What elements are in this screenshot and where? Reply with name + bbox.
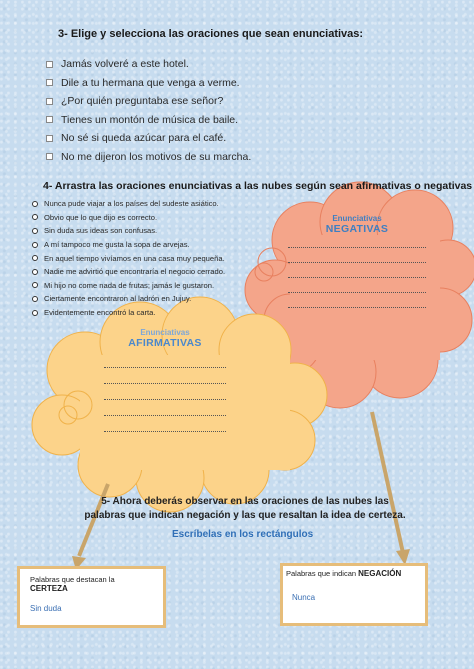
checkbox[interactable] bbox=[46, 135, 53, 142]
section5-line2: palabras que indican negación y las que resaltan la idea de certeza. bbox=[84, 509, 406, 521]
drag-handle-icon[interactable] bbox=[32, 282, 38, 288]
negative-cloud-lines bbox=[282, 247, 432, 308]
certainty-label-emphasis: CERTEZA bbox=[30, 584, 68, 593]
sentence-text: Ciertamente encontraron al ladrón en Jujuy. bbox=[44, 294, 192, 304]
certainty-answer[interactable]: Sin duda bbox=[30, 604, 62, 613]
negation-label-emphasis: NEGACIÓN bbox=[358, 569, 402, 578]
section3-option[interactable] bbox=[46, 111, 251, 130]
drag-handle-icon[interactable] bbox=[32, 201, 38, 207]
draggable-sentence[interactable] bbox=[32, 292, 225, 306]
affirmative-cloud-dropzone[interactable] bbox=[100, 328, 230, 458]
drag-handle-icon[interactable] bbox=[32, 214, 38, 220]
certainty-box-label bbox=[30, 575, 153, 593]
option-text: No sé si queda azúcar para el café. bbox=[61, 132, 227, 145]
option-text: No me dijeron los motivos de su marcha. bbox=[61, 150, 252, 163]
drag-handle-icon[interactable] bbox=[32, 310, 38, 316]
drag-handle-icon[interactable] bbox=[32, 296, 38, 302]
negative-cloud-dropzone[interactable] bbox=[282, 214, 432, 344]
negation-box[interactable] bbox=[280, 563, 428, 626]
checkbox[interactable] bbox=[46, 116, 53, 123]
sentence-text: Nunca pude viajar a los países del sudeste asiático. bbox=[44, 199, 219, 209]
checkbox[interactable] bbox=[46, 98, 53, 105]
option-text: Jamás volveré a este hotel. bbox=[61, 58, 189, 71]
section5-instructions bbox=[60, 495, 430, 522]
arrow-to-negation-box bbox=[372, 412, 410, 565]
option-text: Tienes un montón de música de baile. bbox=[61, 113, 239, 126]
section3-option[interactable] bbox=[46, 129, 251, 148]
sentence-text: Mi hijo no come nada de frutas; jamás le gustaron. bbox=[44, 280, 215, 290]
negation-answer[interactable]: Nunca bbox=[292, 593, 316, 602]
section5-line1: 5- Ahora deberás observar en las oraciones de las nubes las bbox=[101, 496, 389, 507]
draggable-sentence[interactable] bbox=[32, 238, 225, 252]
negative-cloud-subtitle: Enunciativas bbox=[332, 214, 382, 223]
drag-handle-icon[interactable] bbox=[32, 269, 38, 275]
draggable-sentence[interactable] bbox=[32, 279, 225, 293]
affirmative-cloud-title: AFIRMATIVAS bbox=[128, 337, 202, 349]
section3-option[interactable] bbox=[46, 92, 251, 111]
certainty-label-prefix: Palabras que destacan la bbox=[30, 575, 115, 584]
drag-handle-icon[interactable] bbox=[32, 255, 38, 261]
section4-draggable-list bbox=[32, 197, 225, 319]
sentence-text: Sin duda sus ideas son confusas. bbox=[44, 226, 158, 236]
section3-option[interactable] bbox=[46, 74, 251, 93]
affirmative-cloud-lines bbox=[100, 367, 230, 432]
certainty-box[interactable] bbox=[17, 566, 166, 628]
write-in-boxes-label: Escríbelas en los rectángulos bbox=[172, 529, 314, 540]
section3-option[interactable] bbox=[46, 55, 251, 74]
checkbox[interactable] bbox=[46, 153, 53, 160]
negation-label-prefix: Palabras que indican bbox=[286, 569, 359, 578]
section3-list bbox=[46, 55, 251, 166]
drag-handle-icon[interactable] bbox=[32, 228, 38, 234]
drag-handle-icon[interactable] bbox=[32, 242, 38, 248]
negative-cloud-title: NEGATIVAS bbox=[325, 223, 389, 235]
sentence-text: En aquel tiempo vivíamos en una casa muy pequeña. bbox=[44, 253, 225, 263]
option-text: ¿Por quién preguntaba ese señor? bbox=[61, 95, 224, 108]
affirmative-cloud-subtitle: Enunciativas bbox=[140, 328, 190, 337]
section3-option[interactable] bbox=[46, 148, 251, 167]
sentence-text: Nadie me advirtió que encontraría el negocio cerrado. bbox=[44, 267, 226, 277]
draggable-sentence[interactable] bbox=[32, 197, 225, 211]
option-text: Dile a tu hermana que venga a verme. bbox=[61, 76, 240, 89]
section3-heading: 3- Elige y selecciona las oraciones que sean enunciativas: bbox=[58, 28, 364, 40]
sentence-text: A mí tampoco me gusta la sopa de arvejas. bbox=[44, 240, 190, 250]
draggable-sentence[interactable] bbox=[32, 224, 225, 238]
sentence-text: Evidentemente encontró la carta. bbox=[44, 308, 156, 318]
draggable-sentence[interactable] bbox=[32, 306, 225, 320]
draggable-sentence[interactable] bbox=[32, 265, 225, 279]
draggable-sentence[interactable] bbox=[32, 251, 225, 265]
checkbox[interactable] bbox=[46, 61, 53, 68]
negation-box-label bbox=[286, 569, 422, 578]
checkbox[interactable] bbox=[46, 79, 53, 86]
section4-heading: 4- Arrastra las oraciones enunciativas a las nubes según sean afirmativas o negativas bbox=[43, 180, 473, 192]
draggable-sentence[interactable] bbox=[32, 211, 225, 225]
sentence-text: Obvio que lo que dijo es correcto. bbox=[44, 212, 158, 222]
